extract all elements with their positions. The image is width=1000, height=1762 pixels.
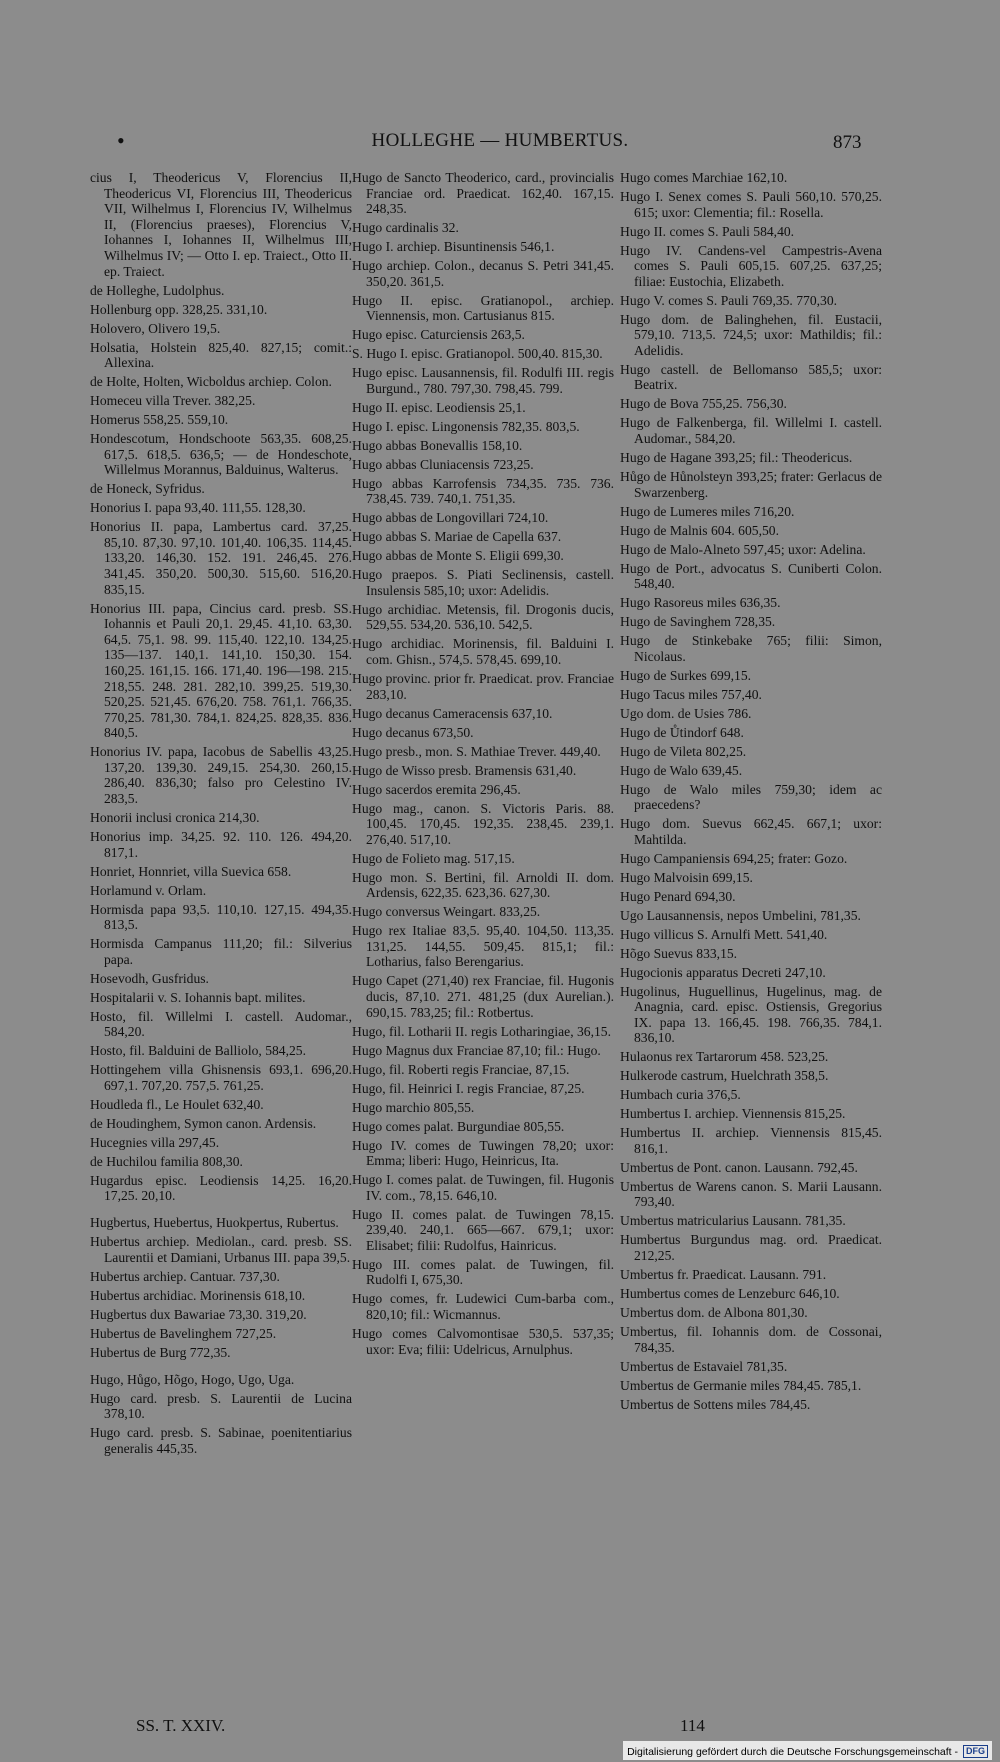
index-entry: Hugo, fil. Roberti regis Franciae, 87,15. [352,1061,570,1077]
index-entry: Hugo I. archiep. Bisuntinensis 546,1. [352,239,555,255]
index-entry: Hugo III. comes palat. de Tuwingen, fil. Rudolfi I, 675,30. [352,1256,614,1288]
index-entry: Hugo archidiac. Metensis, fil. Drogonis ducis, 529,55. 534,20. 536,10. 542,5. [352,601,614,633]
index-entry: Umbertus de Pont. canon. Lausann. 792,45. [620,1159,858,1175]
index-entry: Hosevodh, Gusfridus. [90,970,209,986]
index-entry: Hubertus de Bavelinghem 727,25. [90,1325,277,1341]
index-entry: de Honeck, Syfridus. [90,481,205,497]
index-entry: Homeceu villa Trever. 382,25. [90,393,256,409]
dfg-logo: DFG [963,1745,988,1758]
index-entry: Hugo, fil. Heinrici I. regis Franciae, 87,25. [352,1080,585,1096]
index-entry: Hugo card. presb. S. Sabinae, poenitentiarius generalis 445,35. [90,1425,352,1456]
index-entry: Holovero, Olivero 19,5. [90,320,221,336]
index-entry: Hugo abbas Cluniacensis 723,25. [352,456,534,472]
index-entry: Hottingehem villa Ghisnensis 693,1. 696,20. 697,1. 707,20. 757,5. 761,25. [90,1062,352,1093]
page-number: 873 [833,132,862,153]
index-entry: Hollenburg opp. 328,25. 331,10. [90,301,268,317]
index-entry: Hugo provinc. prior fr. Praedicat. prov. Franciae 283,10. [352,671,614,702]
index-column-2 [352,170,614,1361]
index-entry: Hugbertus, Huebertus, Huokpertus, Rubertus. [90,1215,339,1231]
index-entry: Hubertus archidiac. Morinensis 618,10. [90,1287,306,1303]
index-entry: Hucegnies villa 297,45. [90,1134,220,1150]
index-entry: Hugo, Hůgo, Hõgo, Hogo, Ugo, Uga. [90,1371,295,1387]
index-entry: Hugolinus, Huguellinus, Hugelinus, mag. de Anagnia, card. episc. Ostiensis, Gregorius IX. papa 13. 166,45. 198. 766,35. 784,1. 836,10. [620,983,882,1046]
index-entry: Hugo archidiac. Morinensis, fil. Balduini I. com. Ghisn., 574,5. 578,45. 699,10. [352,636,614,668]
volume-signature: SS. T. XXIV. [136,1716,226,1735]
index-entry: Umbertus de Germanie miles 784,45. 785,1. [620,1377,862,1393]
index-entry: Umbertus de Estavaiel 781,35. [620,1358,788,1374]
index-entry: Hugo de Wisso presb. Bramensis 631,40. [352,762,577,778]
index-entry: Hugo mon. S. Bertini, fil. Arnoldi II. dom. Ardensis, 622,35. 623,36. 627,30. [352,869,614,901]
index-entry: Hugo de Stinkebake 765; filii: Simon, Nicolaus. [620,633,882,664]
index-entry: Hugo rex Italiae 83,5. 95,40. 104,50. 113,35. 131,25. 144,55. 509,45. 815,1; fil.: Lotharius, falso Berengarius. [352,923,614,970]
index-entry: Hugo de Ůtindorf 648. [620,724,744,740]
index-entry: Humbach curia 376,5. [620,1087,741,1103]
index-entry: Hugo conversus Weingart. 833,25. [352,904,541,920]
index-entry: Hondescotum, Hondschoote 563,35. 608,25. 617,5. 618,5. 636,5; — de Hondeschote, Willelmus Morannus, Balduinus, Walterus. [90,431,352,478]
index-entry: Hugo abbas Bonevallis 158,10. [352,437,523,453]
bullet-mark: • [117,128,125,153]
index-entry: Hugo abbas Karrofensis 734,35. 735. 736. 738,45. 739. 740,1. 751,35. [352,475,614,507]
index-entry: Umbertus, fil. Iohannis dom. de Cossonai, 784,35. [620,1323,882,1355]
index-entry: Hugo de Hagane 393,25; fil.: Theodericus. [620,450,853,466]
index-entry: Honorius III. papa, Cincius card. presb. SS. Iohannis et Pauli 20,1. 29,45. 41,10. 63,30. 64,5. 75,1. 98. 99. 115,40. 122,10. 134,25. 135—137. 140,1. 141,10. 150,30. 154. 160,25. 161,15. 166. 171,40. 196—198. 215. 218,55. 248. 281. 282,10. 399,25. 519,30. 520,25. 521,45. 676,20. 758. 761,1. 766,35. 770,25. 781,30. 784,1. 824,25. 828,35. 836. 840,5. [90,600,352,741]
index-entry: Hugo cardinalis 32. [352,220,459,236]
index-entry: Hulkerode castrum, Huelchrath 358,5. [620,1068,829,1084]
index-entry: Hugardus episc. Leodiensis 14,25. 16,20. 17,25. 20,10. [90,1172,352,1204]
index-entry: de Houdinghem, Symon canon. Ardensis. [90,1115,317,1131]
index-entry: Umbertus dom. de Albona 801,30. [620,1304,808,1320]
index-entry: Hugo de Surkes 699,15. [620,667,752,683]
entry-separator [90,1364,352,1372]
index-entry: Hugo decanus Cameracensis 637,10. [352,705,553,721]
index-entry: Honorius II. papa, Lambertus card. 37,25. 85,10. 87,30. 97,10. 101,40. 106,35. 114,45. 133,20. 146,30. 152. 191. 246,45. 276. 341,45. 350,20. 500,30. 515,60. 516,20. 835,15. [90,519,352,597]
index-entry: Hubertus archiep. Mediolan., card. presb. SS. Laurentii et Damiani, Urbanus III. papa 39,5. [90,1234,352,1265]
index-entry: Hugo abbas S. Mariae de Capella 637. [352,529,562,545]
index-entry: cius I, Theodericus V, Florencius II, Theodericus VI, Florencius III, Theodericus VII, Wilhelmus I, Florencius IV, Wilhelmus II, (Florencius praeses), Florencius V, Iohannes I, Iohannes II, Wilhelmus III, Wilhelmus IV; — Otto I. ep. Traiect., Otto II. ep. Traiect. [90,170,352,279]
index-entry: Hugo castell. de Bellomanso 585,5; uxor: Beatrix. [620,361,882,393]
index-entry: Hugo IV. Candens-vel Campestris-Avena comes S. Pauli 605,15. 607,25. 637,25; filiae: Eustochia, Elizabeth. [620,242,882,289]
index-entry: Hugo I. comes palat. de Tuwingen, fil. Hugonis IV. com., 78,15. 646,10. [352,1172,614,1203]
index-entry: Hugo Magnus dux Franciae 87,10; fil.: Hugo. [352,1042,601,1058]
index-entry: Hugo V. comes S. Pauli 769,35. 770,30. [620,292,838,308]
index-entry: Hugo de Walo miles 759,30; idem ac praecedens? [620,781,882,813]
index-entry: Hugo abbas de Longovillari 724,10. [352,510,549,526]
index-entry: Honorius I. papa 93,40. 111,55. 128,30. [90,500,306,516]
index-entry: Umbertus matricularius Lausann. 781,35. [620,1213,846,1229]
index-entry: Hugo de Vileta 802,25. [620,743,747,759]
index-entry: Hugbertus dux Bawariae 73,30. 319,20. [90,1306,307,1322]
index-entry: Hugo comes, fr. Ludewici Cum-barba com., 820,10; fil.: Wicmannus. [352,1291,614,1323]
index-entry: Hugo II. episc. Gratianopol., archiep. Viennensis, mon. Cartusianus 815. [352,292,614,324]
index-column-3 [620,170,882,1416]
index-entry: Hormisda Campanus 111,20; fil.: Silverius papa. [90,936,352,967]
index-entry: Hugo praepos. S. Piati Seclinensis, castell. Insulensis 585,10; uxor: Adelidis. [352,567,614,598]
index-entry: Hugo II. comes palat. de Tuwingen 78,15. 239,40. 240,1. 665—667. 679,1; uxor: Elisabet; filii: Rudolfus, Hainricus. [352,1206,614,1253]
running-title: HOLLEGHE — HUMBERTUS. [371,130,629,151]
index-entry: Hugo Tacus miles 757,40. [620,686,762,702]
index-entry: Hõgo Suevus 833,15. [620,945,738,961]
funding-credit [623,1741,992,1760]
index-entry: Hormisda papa 93,5. 110,10. 127,15. 494,35. 813,5. [90,901,352,933]
entry-separator [90,1207,352,1215]
index-entry: Hugo abbas de Monte S. Eligii 699,30. [352,548,564,564]
index-entry: Hugo sacerdos eremita 296,45. [352,781,521,797]
index-entry: Hulaonus rex Tartarorum 458. 523,25. [620,1049,829,1065]
index-entry: Hugo comes Marchiae 162,10. [620,170,788,185]
index-entry: Hugo dom. Suevus 662,45. 667,1; uxor: Mahtilda. [620,816,882,847]
index-entry: Hugo Penard 694,30. [620,888,736,904]
index-entry: Hugo II. comes S. Pauli 584,40. [620,223,795,239]
index-entry: Hubertus de Burg 772,35. [90,1344,231,1360]
index-entry: S. Hugo I. episc. Gratianopol. 500,40. 815,30. [352,346,603,362]
index-entry: Hugo episc. Lausannensis, fil. Rodulfi III. regis Burgund., 780. 797,30. 798,45. 799. [352,365,614,396]
index-entry: Hospitalarii v. S. Iohannis bapt. milites. [90,989,306,1005]
index-entry: Humbertus II. archiep. Viennensis 815,45. 816,1. [620,1125,882,1156]
index-entry: Houdleda fl., Le Houlet 632,40. [90,1096,264,1112]
index-entry: Hugo IV. comes de Tuwingen 78,20; uxor: Emma; liberi: Hugo, Heinricus, Ita. [352,1137,614,1169]
index-entry: Hugo II. episc. Leodiensis 25,1. [352,399,526,415]
index-entry: Hugo mag., canon. S. Victoris Paris. 88. 100,45. 170,45. 192,35. 238,45. 239,1. 276,40. 517,10. [352,800,614,847]
index-entry: Hugo episc. Caturciensis 263,5. [352,327,525,343]
index-entry: Hugo card. presb. S. Laurentii de Lucina 378,10. [90,1390,352,1422]
index-entry: Honriet, Honnriet, villa Suevica 658. [90,863,292,879]
index-entry: Hugo I. Senex comes S. Pauli 560,10. 570,25. 615; uxor: Clementia; fil.: Rosella. [620,188,882,220]
index-entry: Homerus 558,25. 559,10. [90,412,229,428]
page-header [0,128,1000,158]
index-entry: Hugo Rasoreus miles 636,35. [620,595,781,611]
credit-text: Digitalisierung gefördert durch die Deutsche Forschungsgemeinschaft - [627,1745,958,1758]
index-entry: Hugo decanus 673,50. [352,724,474,740]
index-entry: Umbertus de Sottens miles 784,45. [620,1396,811,1412]
index-entry: de Holleghe, Ludolphus. [90,282,225,298]
index-entry: Hugo Capet (271,40) rex Franciae, fil. Hugonis ducis, 87,10. 271. 481,25 (dux Aurelian.). 690,15. 783,25; fil.: Rotbertus. [352,973,614,1020]
index-entry: Honorius imp. 34,25. 92. 110. 126. 494,20. 817,1. [90,829,352,860]
index-entry: Hugo dom. de Balinghehen, fil. Eustacii, 579,10. 713,5. 724,5; uxor: Mathildis; fil.: Adelidis. [620,311,882,358]
index-entry: Hugo villicus S. Arnulfi Mett. 541,40. [620,926,828,942]
index-entry: Hugo de Malo-Alneto 597,45; uxor: Adelina. [620,541,866,557]
index-entry: Honorii inclusi cronica 214,30. [90,810,260,826]
index-entry: Humbertus Burgundus mag. ord. Praedicat. 212,25. [620,1232,882,1264]
index-entry: Umbertus fr. Praedicat. Lausann. 791. [620,1267,827,1283]
index-entry: Horlamund v. Orlam. [90,882,207,898]
index-entry: Holsatia, Holstein 825,40. 827,15; comit.: Allexina. [90,339,352,371]
index-entry: Ugo Lausannensis, nepos Umbelini, 781,35. [620,907,861,923]
index-entry: Hugo de Sancto Theoderico, card., provincialis Franciae ord. Praedicat. 162,40. 167,15. 248,35. [352,170,614,217]
index-entry: Hosto, fil. Willelmi I. castell. Audomar., 584,20. [90,1008,352,1040]
index-entry: Hosto, fil. Balduini de Balliolo, 584,25. [90,1043,306,1059]
index-entry: Hugo, fil. Lotharii II. regis Lotharingiae, 36,15. [352,1023,611,1039]
index-entry: de Holte, Holten, Wicboldus archiep. Colon. [90,374,332,390]
index-entry: Hugo de Savinghem 728,35. [620,614,776,630]
index-entry: Hugo de Falkenberga, fil. Willelmi I. castell. Audomar., 584,20. [620,415,882,447]
index-entry: Humbertus I. archiep. Viennensis 815,25. [620,1106,846,1122]
index-entry: de Huchilou familia 808,30. [90,1153,243,1169]
index-entry: Hugo presb., mon. S. Mathiae Trever. 449,40. [352,743,601,759]
index-entry: Hugo Malvoisin 699,15. [620,869,753,885]
index-entry: Hugo comes Calvomontisae 530,5. 537,35; uxor: Eva; filii: Udelricus, Arnulphus. [352,1326,614,1357]
index-entry: Hugo de Malnis 604. 605,50. [620,522,779,538]
index-entry: Hugo de Lumeres miles 716,20. [620,503,795,519]
index-entry: Hugo de Folieto mag. 517,15. [352,850,515,866]
index-entry: Hubertus archiep. Cantuar. 737,30. [90,1268,280,1284]
index-entry: Hůgo de Hůnolsteyn 393,25; frater: Gerlacus de Swarzenberg. [620,469,882,500]
index-entry: Ugo dom. de Usies 786. [620,705,752,721]
index-entry: Hugo Campaniensis 694,25; frater: Gozo. [620,850,848,866]
index-entry: Honorius IV. papa, Iacobus de Sabellis 43,25. 137,20. 139,30. 249,15. 254,30. 260,15. 286,40. 836,30; falso pro Celestino IV. 283,5. [90,744,352,807]
sheet-number: 114 [680,1716,705,1735]
index-entry: Hugo de Walo 639,45. [620,762,743,778]
index-column-1 [90,170,352,1460]
index-entry: Humbertus comes de Lenzeburc 646,10. [620,1286,840,1301]
index-entry: Hugocionis apparatus Decreti 247,10. [620,964,826,980]
index-entry: Hugo de Port., advocatus S. Cuniberti Colon. 548,40. [620,560,882,592]
index-entry: Hugo archiep. Colon., decanus S. Petri 341,45. 350,20. 361,5. [352,258,614,289]
index-entry: Hugo marchio 805,55. [352,1099,475,1115]
index-entry: Hugo de Bova 755,25. 756,30. [620,396,787,412]
index-entry: Umbertus de Warens canon. S. Marii Lausann. 793,40. [620,1178,882,1210]
index-entry: Hugo comes palat. Burgundiae 805,55. [352,1118,565,1134]
index-entry: Hugo I. episc. Lingonensis 782,35. 803,5. [352,418,580,434]
